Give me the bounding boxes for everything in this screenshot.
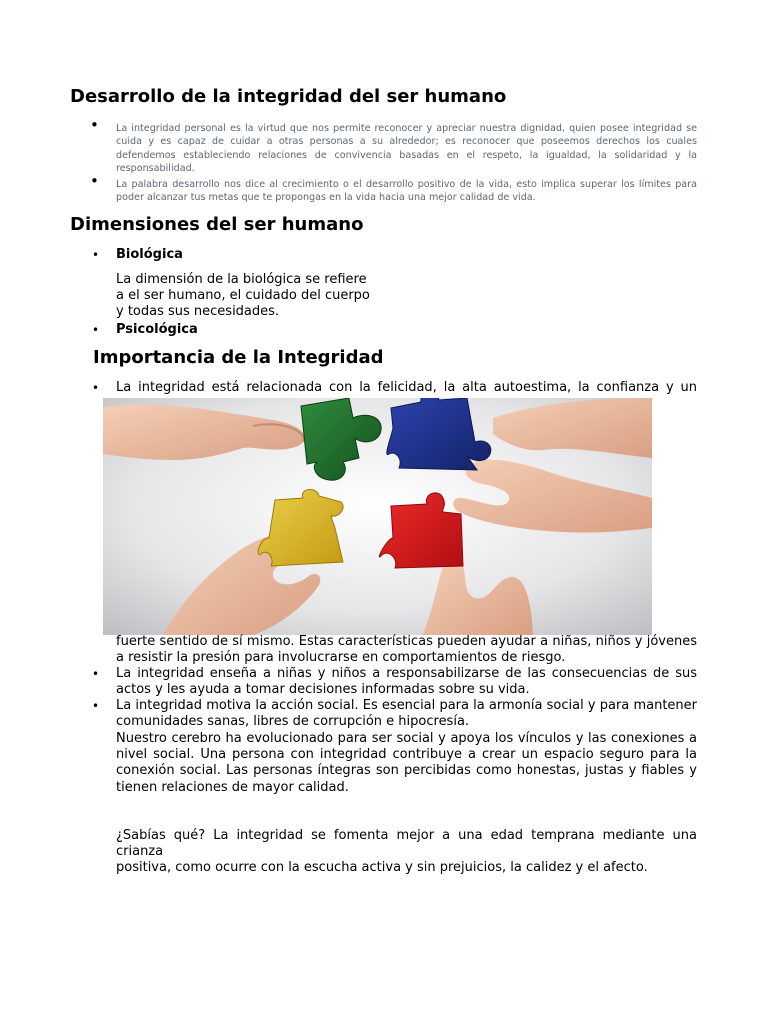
text-line: nivel social. Una persona con integridad contribuye a crear un espacio seguro para la bbox=[116, 747, 697, 763]
text-line: La integridad motiva la acción social. Es esencial para la armonía social y para mantener bbox=[116, 698, 697, 713]
text-line: tienen relaciones de mayor calidad. bbox=[116, 779, 349, 795]
text-line: a el ser humano, el cuidado del cuerpo bbox=[116, 288, 370, 304]
text-line: a resistir la presión para involucrarse en comportamientos de riesgo. bbox=[116, 650, 566, 666]
text-line: comunidades sanas, libres de corrupción e hipocresía. bbox=[116, 714, 470, 730]
text-line: La integridad enseña a niñas y niños a responsabilizarse de las consecuencias de sus bbox=[116, 666, 697, 681]
heading-importancia: Importancia de la Integridad bbox=[93, 347, 384, 368]
dimension-biologica-label: Biológica bbox=[116, 247, 183, 262]
dimension-biologica-text bbox=[116, 272, 416, 321]
text-line: La dimensión de la biológica se refiere bbox=[116, 272, 367, 287]
text-line: fuerte sentido de sí mismo. Estas características pueden ayudar a niñas, niños y jóvenes bbox=[116, 634, 697, 649]
heading-dimensiones: Dimensiones del ser humano bbox=[70, 214, 364, 235]
text-line: ¿Sabías qué? La integridad se fomenta mejor a una edad temprana mediante una crianza bbox=[116, 828, 697, 860]
dimension-psicologica-label: Psicológica bbox=[116, 322, 198, 337]
importancia-bullet-3 bbox=[116, 698, 697, 730]
text-line: Nuestro cerebro ha evolucionado para ser social y apoya los vínculos y las conexiones a bbox=[116, 731, 697, 746]
cerebro-paragraph bbox=[116, 731, 697, 796]
bullet-marker: • bbox=[92, 248, 100, 262]
importancia-bullet-1-end bbox=[116, 634, 697, 666]
sabias-paragraph bbox=[116, 828, 697, 877]
bullet-marker: • bbox=[92, 667, 100, 681]
puzzle-hands-illustration bbox=[103, 398, 652, 635]
puzzle-hands-photo bbox=[103, 398, 652, 635]
text-line: y todas sus necesidades. bbox=[116, 304, 280, 320]
importancia-bullet-2 bbox=[116, 666, 697, 698]
text-line: positiva, como ocurre con la escucha activa y sin prejuicios, la calidez y el afecto. bbox=[116, 860, 648, 876]
bullet-marker: • bbox=[90, 172, 99, 190]
bullet-marker: • bbox=[92, 381, 100, 395]
bullet-marker: • bbox=[90, 116, 99, 134]
intro-paragraph-1: La integridad personal es la virtud que nos permite reconocer y apreciar nuestra dignidad, quien posee integridad se cuida y es capaz de cuidar a otras personas a su alrededor; es reconocer que poseemos derechos los cuales defendemos estableciendo relaciones de convivencia basadas en el respeto, la igualdad, la solidaridad y la responsabilidad. bbox=[116, 123, 697, 174]
text-line: actos y les ayuda a tomar decisiones informadas sobre su vida. bbox=[116, 682, 530, 698]
bullet-marker: • bbox=[92, 699, 100, 713]
text-line: conexión social. Las personas íntegras son percibidas como honestas, justas y fiables y bbox=[116, 763, 697, 779]
heading-desarrollo: Desarrollo de la integridad del ser humano bbox=[70, 86, 507, 107]
bullet-marker: • bbox=[92, 323, 100, 337]
intro-paragraph-2: La palabra desarrollo nos dice al crecimiento o el desarrollo positivo de la vida, esto implica superar los límites para poder alcanzar tus metas que te propongas en la vida hacia una mejor calidad de vida. bbox=[116, 179, 697, 204]
importancia-bullet-1-start: La integridad está relacionada con la felicidad, la alta autoestima, la confianza y un bbox=[116, 380, 697, 395]
